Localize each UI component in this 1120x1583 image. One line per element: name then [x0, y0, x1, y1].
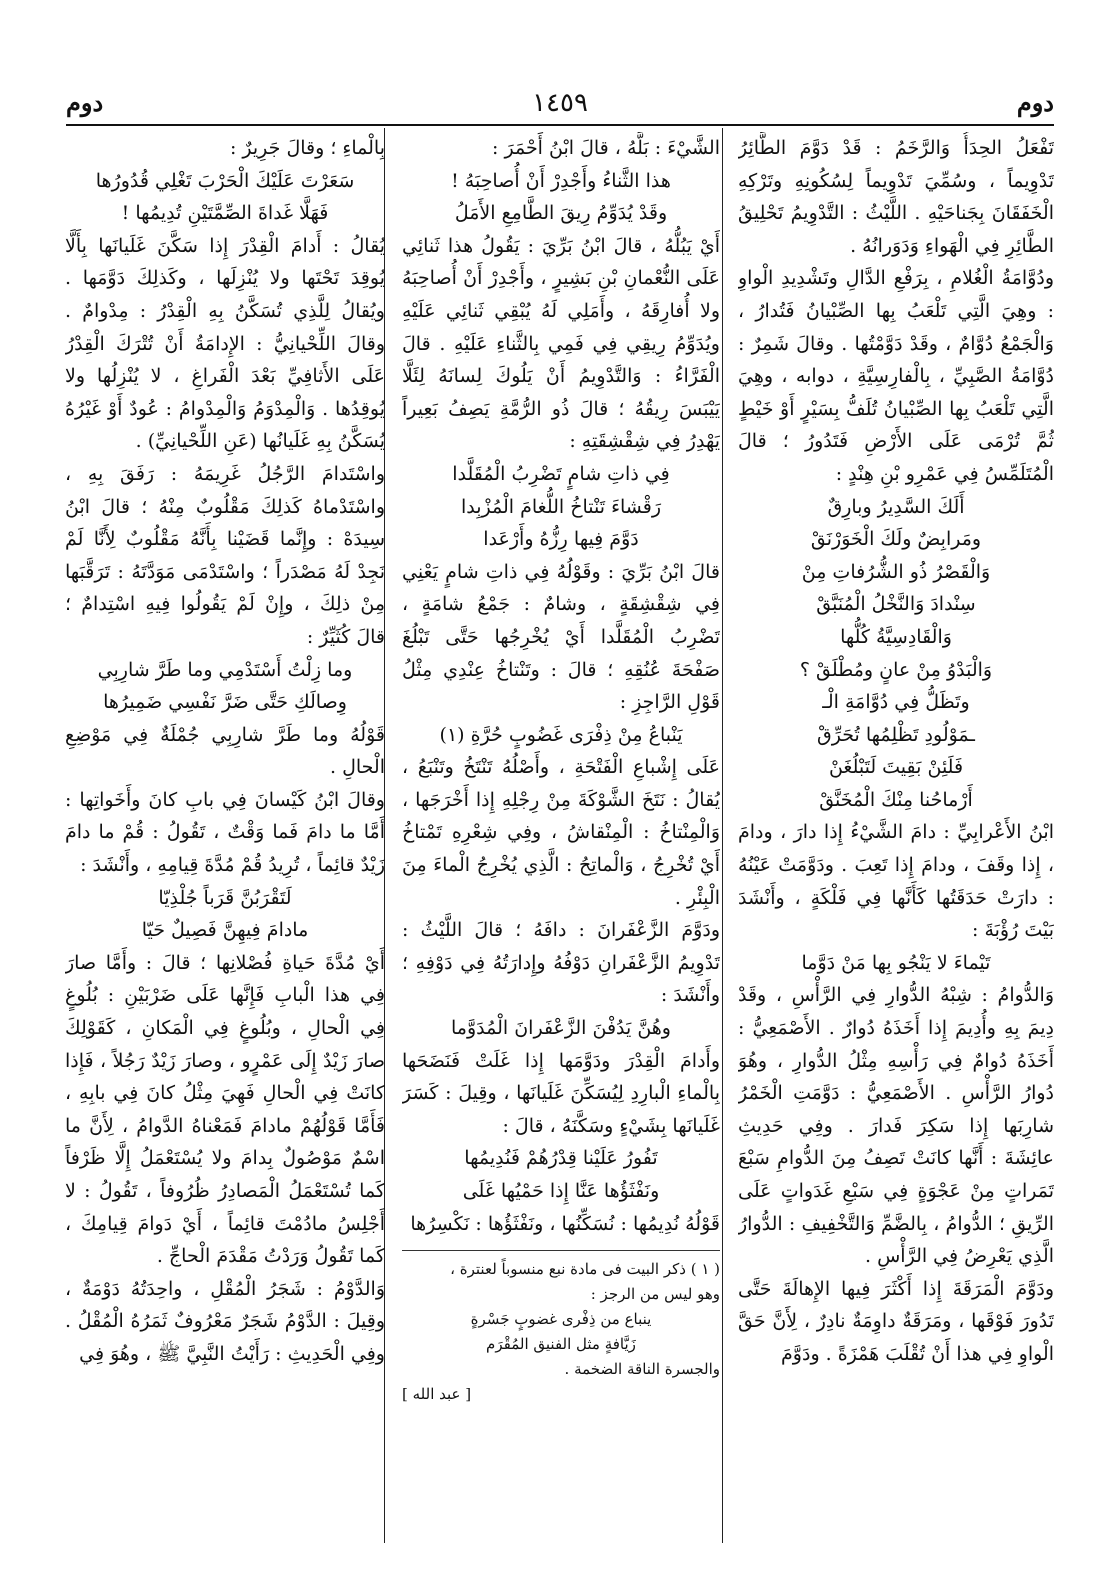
- column-left: [65, 132, 385, 1547]
- header-entry-word-left: دوم: [66, 88, 104, 117]
- verse-line: فَلَئِنْ بَقِيتَ لَتَبْلُغَنْ: [828, 756, 964, 779]
- verse-line: فِي ذاتِ شامٍ تَضْرِبُ الْمُقَلَّدا: [452, 462, 670, 485]
- verse-line: وَالْبَدْوُ مِنْ عانٍ ومُطْلَقْ ؟: [799, 658, 993, 681]
- verse-line: وِصالَكِ حَتَّى ضَرَّ نَفْسِي ضَمِيرُها: [103, 691, 347, 714]
- page-header: [66, 88, 1054, 124]
- paragraph: وقالَ ابْنُ كَيْسانَ فِي بابِ كانَ وأَخَواتِها : أَمَّا ما دامَ فَما وَقْتٌ ، تَقُولُ : قُمْ ما دامَ زَيْدٌ قائِماً ، تُرِيدُ قُمْ مُدَّةَ قِيامِهِ ، وأَنْشَدَ :: [65, 788, 385, 877]
- header-rule: [66, 124, 1054, 126]
- verse-line: أَلَكَ السَّدِيرُ وبارِقٌ: [827, 495, 965, 518]
- verse-line: وما زِلْتُ أَسْتَدْمِي وما طَرَّ شارِبِي: [97, 658, 353, 681]
- verse-line: ـمَوْلُودِ تَظْلِمُها تُحَرِّقْ: [817, 723, 975, 746]
- column-middle: [402, 132, 720, 1547]
- footnote: [402, 1250, 720, 1407]
- verse-line: أَرْماحُنا مِنْكَ الْمُخَنَّقْ: [819, 788, 973, 811]
- paragraph: عَلَى إِشْباعِ الْفَتْحَةِ ، وأَصْلُهُ تَنْتَخُ وتَنْبَعُ ، يُقالُ : نَتَخَ الشَّوْكَةَ مِنْ رِجْلِهِ إِذا أَخْرَجَها ، وَالْمِنْتاخُ : الْمِنْقاشُ ، وفِي شِعْرِهِ تَمْتاخُ أَيْ تُخْرِجُ ، وَالْماتِحُ : الَّذِي يُخْرِجُ الْماءَ مِنَ الْبِئْرِ .: [402, 756, 720, 909]
- paragraph: وَالدَّوْمُ : شَجَرُ الْمُقْلِ ، واحِدَتُهُ دَوْمَةٌ ، وقِيلَ : الدَّوْمُ شَجَرٌ مَعْرُوفٌ ثَمَرُهُ الْمُقْلُ . وفِي الْحَدِيثِ : رَأَيْتُ النَّبِيَّ ﷺ ، وهُوَ فِي: [65, 1277, 385, 1365]
- paragraph: قَوْلُهُ وما طَرَّ شارِبِي جُمْلَةٌ فِي مَوْضِعِ الْحالِ .: [65, 723, 385, 779]
- footnote-line: وهو ليس من الرجز :: [590, 1285, 720, 1304]
- paragraph: واسْتَدامَ الرَّجُلُ غَرِيمَهُ : رَفَقَ بِهِ ، واسْتَدْماهُ كَذلِكَ مَقْلُوبٌ مِنْهُ ؛ قالَ ابْنُ سِيدَهْ : وإِنَّما قَضَيْنا بِأَنَّهُ مَقْلُوبٌ لِأَنَّا لَمْ نَجِدْ لَهُ مَصْدَراً ؛ واسْتَدْمَى مَوَدَّتَهُ : تَرَقَّبَها مِنْ ذلِكَ ، وإِنْ لَمْ يَقُولُوا فِيهِ اسْتِدامٌ ؛ قالَ كُثَيِّرٌ :: [65, 462, 385, 648]
- paragraph: أَيْ مُدَّةَ حَياةِ فُصْلانِها ؛ قالَ : وأَمَّا صارَ فِي هذا الْبابِ فَإِنَّها عَلَى ضَرْبَيْنِ : بُلُوغٍ فِي الْحالِ ، وبُلُوغٍ فِي الْمَكانِ ، كَقَوْلِكَ صارَ زَيْدٌ إِلَى عَمْرٍو ، وصارَ زَيْدٌ رَجُلاً ، فَإِذا كانَتْ فِي الْحالِ فَهِيَ مِثْلُ كانَ فِي بابِهِ ، فَأَمَّا قَوْلُهُمْ مادامَ فَمَعْناهُ الدَّوامُ ، لِأَنَّ ما اسْمٌ مَوْصُولٌ بِدامَ ولا يُسْتَعْمَلُ إِلَّا ظَرْفاً كَما تُسْتَعْمَلُ الْمَصادِرُ ظُرُوفاً ، تَقُولُ : لا أَجْلِسُ مادُمْتَ قائِماً ، أَيْ دَوامَ قِيامِكَ ، كَما تَقُولُ وَرَدْتُ مَقْدَمَ الْحاجِّ .: [65, 951, 385, 1268]
- verse-line: دَوَّمَ فِيها رِزُّهُ وأَرْعَدا: [483, 528, 639, 551]
- verse-line: لَتَقْرَبُنَّ قَرَباً جُلْذِيّا: [158, 886, 292, 909]
- verse-line: وهُنَّ يَدُفْنَ الزَّعْفَرانَ الْمُدَوَّما: [451, 1017, 671, 1040]
- paragraph: وأَدامَ الْقِدْرَ ودَوَّمَها إِذا غَلَتْ فَنَضَحَها بِالْماءِ الْبارِدِ لِيُسَكِّنَ غَلَيانَها ، وقِيلَ : كَسَرَ غَلَيانَها بِشَيْءٍ وسَكَّنَهُ ، قالَ :: [402, 1049, 720, 1137]
- paragraph: يُقالُ : أَدامَ الْقِدْرَ إِذا سَكَّنَ غَلَيانَها بِأَلَّا يُوقِدَ تَحْتَها ولا يُنْزِلَها ، وكَذلِكَ دَوَّمَها . ويُقالُ لِلَّذِي تُسَكَّنُ بِهِ الْقِدْرُ : مِدْوامٌ . وقالَ اللِّحْيانِيُّ : الإِدامَةُ أَنْ تُتْرَكَ الْقِدْرُ عَلَى الأَثافِيِّ بَعْدَ الْفَراغِ ، لا يُنْزِلُها ولا يُوقِدُها . وَالْمِدْوَمُ وَالْمِدْوامُ : عُودٌ أَوْ غَيْرُهُ يُسَكَّنُ بِهِ غَلَيانُها (عَنِ اللِّحْيانِيِّ) .: [65, 234, 385, 453]
- footnote-line: والجسرة الناقة الضخمة .: [564, 1360, 720, 1379]
- paragraph: ودَوَّمَ الْمَرَقَةَ إِذا أَكْثَرَ فِيها الإِهالَةَ حَتَّى تَدُورَ فَوْقَها ، ومَرَقَةٌ داوِمَةٌ نادِرٌ ، لِأَنَّ حَقَّ الْواوِ فِي هذا أَنْ تُقْلَبَ هَمْزَةً . ودَوَّمَ: [738, 1277, 1054, 1365]
- paragraph: ودُوَّامَةُ الْغُلامِ ، بِرَفْعِ الدَّالِ وتَشْدِيدِ الْواوِ : وهِيَ الَّتِي تَلْعَبُ بِها الصِّبْيانُ فَتُدارُ ، وَالْجَمْعُ دُوَّامٌ ، وقَدْ دَوَّمْتُها . وقالَ شَمِرٌ : دُوَّامَةُ الصَّبِيِّ ، بِالْفارِسِيَّةِ ، دوابه ، وهِيَ الَّتِي تَلْعَبُ بِها الصِّبْيانُ تُلَفُّ بِسَيْرٍ أَوْ خَيْطٍ ثُمَّ تُرْمَى عَلَى الأَرْضِ فَتَدُورُ ؛ قالَ الْمُتَلَمِّسُ فِي عَمْرِو بْنِ هِنْدٍ :: [738, 267, 1054, 485]
- verse-line: هذا الثَّناءُ وأَجْدِرْ أَنْ أُصاحِبَهُ !: [451, 169, 671, 192]
- paragraph: تَفْعَلُ الحِدَأُ وَالرَّخَمُ : قَدْ دَوَّمَ الطَّائِرُ تَدْوِيماً ، وسُمِّيَ تَدْوِيماً لِسُكُونِهِ وتَرْكِهِ الْخَفَقَانَ بِجَناحَيْهِ . اللَّيْثُ : التَّدْوِيمُ تَحْلِيقُ الطَّائِرِ فِي الْهَواءِ وَدَوَرانُهُ .: [738, 137, 1054, 257]
- verse-line: يَنْباعُ مِنْ ذِفْرَى غَضُوبٍ حُرَّةِ (١): [439, 723, 683, 746]
- verse-line: فَهَلَّا غَداةَ الصِّمَّتَيْنِ تُدِيمُها !: [121, 202, 329, 225]
- paragraph: قَوْلُهُ نُدِيمُها : نُسَكِّنُها ، ونَفْثَؤُها : نَكْسِرُها: [410, 1212, 720, 1235]
- verse-line: رَقْشاءَ تَنْتاخُ اللُّغامَ الْمُزْبِدا: [460, 495, 661, 518]
- column-divider-right: [722, 128, 723, 1543]
- footnote-line: ( ١ ) ذكر البيت فى مادة نبع منسوباً لعنترة ،: [450, 1260, 720, 1279]
- paragraph: ودَوَّمَ الزَّعْفَرانَ : دافَهُ ؛ قالَ اللَّيْثُ : تَدْوِيمُ الزَّعْفَرانِ دَوْفُهُ وإِدارَتُهُ فِي دَوْفِهِ ؛ وأَنْشَدَ :: [402, 919, 720, 1007]
- verse-line: تَفُورُ عَلَيْنا قِدْرُهُمْ فَنُدِيمُها: [464, 1147, 658, 1170]
- header-entry-word-right: دوم: [1016, 88, 1054, 117]
- paragraph: بِالْماءِ ؛ وقالَ جَرِيرٌ :: [229, 137, 385, 159]
- verse-line: مادامَ فِيهِنَّ فَصِيلٌ حَيّا: [141, 919, 309, 942]
- verse-line: وَالْقَصْرُ ذُو الشُّرُفاتِ مِنْ: [801, 560, 991, 583]
- verse-line: وَالْقَادِسِيَّةُ كُلُّها: [840, 625, 952, 648]
- verse-line: وتَظَلُّ فِي دُوَّامَةِ الْـ: [822, 691, 970, 714]
- paragraph: ابْنُ الأَعْرابِيِّ : دامَ الشَّيْءُ إِذا دارَ ، ودامَ ، إِذا وقَفَ ، ودامَ إِذا تَعِبَ . ودَوَّمَتْ عَيْنُهُ : دارَتْ حَدَقَتُها كَأَنَّها فِي فَلْكَةٍ ، وأَنْشَدَ بَيْتَ رُؤْبَةَ :: [738, 821, 1054, 942]
- paragraph: وَالدُّوامُ : شِبْهُ الدُّوارِ فِي الرَّأْسِ ، وقَدْ دِيمَ بِهِ وأُدِيمَ إِذا أَخَذَهُ دُوارٌ . الأَصْمَعِيُّ : أَخَذَهُ دُوامٌ فِي رَأْسِهِ مِثْلُ الدُّوارِ ، وهُوَ دُوارُ الرَّأْسِ . الأَصْمَعِيُّ : دَوَّمَتِ الْخَمْرُ شارِبَها إِذا سَكِرَ فَدارَ . وفِي حَدِيثِ عائِشَةَ : أَنَّها كانَتْ تَصِفُ مِنَ الدُّوامِ سَبْعَ تَمَراتٍ مِنْ عَجْوَةٍ فِي سَبْعِ غَدَواتٍ عَلَى الرِّيقِ ؛ الدُّوامُ ، بِالضَّمِّ وَالتَّخْفِيفِ : الدُّوارُ الَّذِي يَعْرِضُ فِي الرَّأْسِ .: [738, 984, 1054, 1268]
- footnote-verse: ينباع من ذِفْرى غضوبٍ جَسْرةٍ: [470, 1310, 652, 1329]
- footnote-signature: [ عبد الله ]: [402, 1385, 472, 1404]
- verse-line: وقَدْ يُدَوِّمُ رِيقَ الطَّامِعِ الأَمَلُ: [454, 202, 668, 225]
- verse-line: ونَفْثَؤُها عَنَّا إِذا حَمْيُها غَلَى: [462, 1180, 660, 1202]
- verse-line: ومَرابِضٌ ولَكَ الْخَوَرْنَقْ: [810, 528, 982, 551]
- page-number: ١٤٥٩: [532, 88, 588, 118]
- paragraph: قالَ ابْنُ بَرِّيَ : وقَوْلُهُ فِي ذاتِ شامٍ يَعْنِي فِي شِقْشِقَةٍ ، وشامٌ : جَمْعُ شامَةٍ ، تَضْرِبُ الْمُقَلَّدا أَيْ يُخْرِجُها حَتَّى تَبْلُغَ صَفْحَةَ عُنُقِهِ ؛ قالَ : وتَنْتاخُ عِنْدِي مِثْلُ قَوْلِ الرَّاجِزِ :: [402, 560, 720, 714]
- paragraph: أَيْ يَبُلُّهُ ، قالَ ابْنُ بَرِّيَ : يَقُولُ هذا ثَنائِي عَلَى النُّعْمانِ بْنِ بَشِيرٍ ، وأَجْدِرْ أَنْ أُصاحِبَهُ ولا أُفارِقَهُ ، وأَمَلِي لَهُ يُبْقِي ثَنائِي عَلَيْهِ ويُدَوِّمُ رِيقِي فِي فَمِي بِالثَّناءِ عَلَيْهِ . قالَ الْفَرَّاءُ : وَالتَّدْوِيمُ أَنْ يَلُوكَ لِسانَهُ لِئَلَّا يَيْبَسَ رِيقُهُ ؛ قالَ ذُو الرُّمَّةِ يَصِفُ بَعِيراً يَهْدِرُ فِي شِقْشِقَتِهِ :: [402, 234, 720, 453]
- paragraph: الشَّيْءَ : بَلَّهُ ، قالَ ابْنُ أَحْمَرَ :: [492, 137, 720, 159]
- column-right: [738, 132, 1054, 1547]
- verse-line: تَيْماءَ لا يَنْجُو بِها مَنْ دَوَّما: [801, 951, 991, 974]
- footnote-verse: زَيَّافةٍ مثل الفنيق المُقْرَم: [486, 1335, 636, 1354]
- verse-line: سِنْدادَ وَالنَّخْلُ الْمُنَبَّقْ: [816, 593, 976, 616]
- verse-line: سَعَرْتَ عَلَيْكَ الْحَرْبَ تَغْلِي قُدُورُها: [95, 169, 355, 192]
